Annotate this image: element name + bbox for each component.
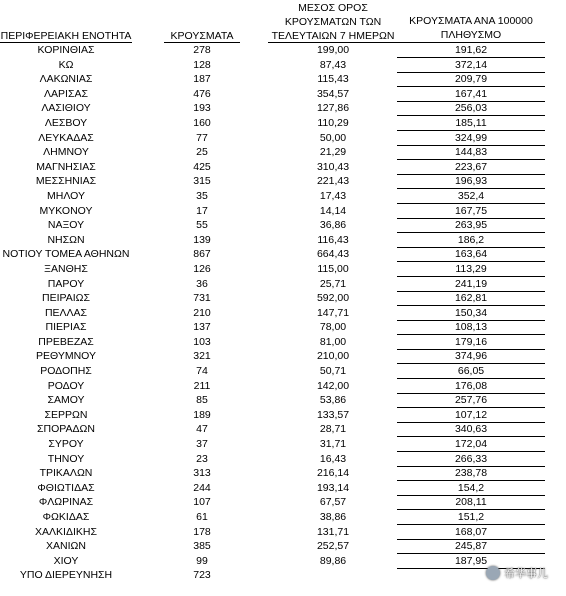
table-row xyxy=(0,539,566,554)
rate-per-100000-cell: 187,95 xyxy=(454,554,488,567)
table-row xyxy=(0,495,566,510)
region-name-cell: ΛΑΡΙΣΑΣ xyxy=(44,87,88,100)
rate-per-100000-cell: 324,99 xyxy=(454,131,488,144)
avg-7day-cell: 310,43 xyxy=(316,160,350,173)
rate-per-100000-cell: 245,87 xyxy=(454,540,488,553)
rate-per-100000-cell: 163,64 xyxy=(454,248,488,261)
rate-per-100000-cell: 66,05 xyxy=(457,365,485,378)
region-name-cell: ΝΗΣΩΝ xyxy=(47,233,85,246)
rate-per-100000-cell: 374,96 xyxy=(454,350,488,363)
region-name-cell: ΜΥΚΟΝΟΥ xyxy=(39,204,93,217)
rate-per-100000-cell: 151,2 xyxy=(457,511,485,523)
table-row xyxy=(0,233,566,248)
avg-7day-cell: 199,00 xyxy=(316,44,350,56)
rate-per-100000-cell: 113,29 xyxy=(455,262,487,275)
cases-cell: 61 xyxy=(196,511,208,523)
table-row xyxy=(0,525,566,540)
rate-per-100000-cell: 172,04 xyxy=(454,438,488,451)
header-avg-line3: ΤΕΛΕΥΤΑΙΩΝ 7 ΗΜΕΡΩΝ xyxy=(271,30,395,42)
avg-7day-cell: 127,86 xyxy=(316,102,350,115)
table-row xyxy=(0,87,566,102)
region-name-cell: ΛΕΥΚΑΔΑΣ xyxy=(38,131,94,144)
cases-cell: 160 xyxy=(193,116,211,129)
avg-7day-cell: 36,86 xyxy=(319,219,347,232)
cases-table-body xyxy=(0,43,566,583)
avg-7day-cell: 16,43 xyxy=(319,452,347,465)
avg-7day-cell: 664,43 xyxy=(316,248,350,261)
region-name-cell: ΚΟΡΙΝΘΙΑΣ xyxy=(37,44,95,56)
rate-per-100000-cell: 208,11 xyxy=(455,496,487,509)
region-name-cell: ΦΘΙΩΤΙΔΑΣ xyxy=(37,481,95,494)
avg-7day-cell: 110,29 xyxy=(317,116,349,129)
cases-cell: 137 xyxy=(193,321,211,334)
table-row xyxy=(0,247,566,262)
rate-per-100000-cell: 223,67 xyxy=(454,160,488,173)
cases-cell: 25 xyxy=(196,146,208,159)
region-name-cell: ΦΩΚΙΔΑΣ xyxy=(42,511,90,523)
avg-7day-cell: 115,00 xyxy=(317,262,349,275)
rate-per-100000-cell: 168,07 xyxy=(454,525,488,538)
cases-cell: 128 xyxy=(193,58,211,71)
cases-cell: 476 xyxy=(193,87,211,100)
avg-7day-cell: 17,43 xyxy=(319,189,347,202)
avg-7day-cell: 216,14 xyxy=(316,467,350,480)
rate-per-100000-cell: 186,2 xyxy=(457,233,485,246)
cases-cell: 107 xyxy=(193,496,211,509)
header-cases: ΚΡΟΥΣΜΑΤΑ xyxy=(170,30,234,42)
rate-per-100000-cell: 209,79 xyxy=(454,73,488,86)
region-name-cell: ΠΕΛΛΑΣ xyxy=(44,306,88,319)
table-row xyxy=(0,452,566,467)
avg-7day-cell: 78,00 xyxy=(319,321,347,334)
region-name-cell: ΚΩ xyxy=(58,58,74,71)
cases-cell: 867 xyxy=(193,248,211,261)
rate-per-100000-cell: 340,63 xyxy=(454,423,488,436)
header-region: ΠΕΡΙΦΕΡΕΙΑΚΗ ΕΝΟΤΗΤΑ xyxy=(0,30,132,42)
rate-per-100000-cell: 266,33 xyxy=(454,452,488,465)
table-row xyxy=(0,393,566,408)
table-row xyxy=(0,379,566,394)
header-cases-per-100000 xyxy=(397,14,545,42)
table-row xyxy=(0,204,566,219)
rate-per-100000-cell: 167,41 xyxy=(454,87,488,100)
table-row xyxy=(0,510,566,525)
avg-7day-cell: 89,86 xyxy=(319,554,347,567)
region-name-cell: ΛΑΚΩΝΙΑΣ xyxy=(39,73,93,86)
region-name-cell: ΠΡΕΒΕΖΑΣ xyxy=(38,335,94,348)
cases-cell: 74 xyxy=(196,365,208,378)
rate-per-100000-cell: 144,83 xyxy=(454,146,488,159)
table-row xyxy=(0,320,566,335)
cases-cell: 321 xyxy=(193,350,211,363)
region-name-cell: ΝΑΞΟΥ xyxy=(47,219,85,232)
rate-per-100000-cell: 150,34 xyxy=(454,306,488,319)
table-row xyxy=(0,189,566,204)
table-row xyxy=(0,116,566,131)
cases-cell: 211 xyxy=(193,379,211,392)
region-name-cell: ΜΗΛΟΥ xyxy=(47,189,85,202)
region-name-cell: ΠΑΡΟΥ xyxy=(47,277,85,290)
watermark xyxy=(486,564,548,582)
region-name-cell: ΜΕΣΣΗΝΙΑΣ xyxy=(35,175,97,188)
rate-per-100000-cell: 162,81 xyxy=(454,292,488,305)
region-name-cell: ΧΑΛΚΙΔΙΚΗΣ xyxy=(35,525,97,538)
region-name-cell: ΡΟΔΟΠΗΣ xyxy=(40,365,92,378)
header-7day-average xyxy=(268,1,398,43)
table-row xyxy=(0,554,566,569)
region-name-cell: ΤΗΝΟΥ xyxy=(47,452,85,465)
rate-per-100000-cell: 179,16 xyxy=(454,335,488,348)
rate-per-100000-cell: 352,4 xyxy=(457,189,485,202)
cases-cell: 47 xyxy=(196,423,208,436)
header-avg-line2: ΚΡΟΥΣΜΑΤΩΝ ΤΩΝ xyxy=(284,16,382,28)
avg-7day-cell: 53,86 xyxy=(319,394,347,407)
table-row xyxy=(0,437,566,452)
cases-cell: 139 xyxy=(193,233,211,246)
cases-cell: 723 xyxy=(193,569,211,582)
cases-cell: 210 xyxy=(193,306,211,319)
table-row xyxy=(0,160,566,175)
cases-cell: 731 xyxy=(193,292,211,305)
avg-7day-cell: 28,71 xyxy=(319,423,347,436)
table-row xyxy=(0,72,566,87)
header-rate-line1: ΚΡΟΥΣΜΑΤΑ ΑΝΑ 100000 xyxy=(409,15,533,27)
region-name-cell: ΞΑΝΘΗΣ xyxy=(44,262,88,275)
cases-cell: 23 xyxy=(196,452,208,465)
region-name-cell: ΤΡΙΚΑΛΩΝ xyxy=(39,467,93,480)
region-name-cell: ΛΑΣΙΘΙΟΥ xyxy=(41,102,91,115)
table-row xyxy=(0,131,566,146)
avg-7day-cell: 38,86 xyxy=(319,511,347,523)
avg-7day-cell: 50,00 xyxy=(319,131,347,144)
avg-7day-cell: 81,00 xyxy=(319,335,347,348)
table-row xyxy=(0,174,566,189)
region-name-cell: ΡΕΘΥΜΝΟΥ xyxy=(35,350,96,363)
avg-7day-cell: 31,71 xyxy=(319,438,347,451)
avg-7day-cell: 50,71 xyxy=(319,365,347,378)
rate-per-100000-cell: 176,08 xyxy=(454,379,488,392)
table-row xyxy=(0,58,566,73)
table-row xyxy=(0,408,566,423)
avg-7day-cell: 142,00 xyxy=(316,379,350,392)
region-name-cell: ΣΕΡΡΩΝ xyxy=(44,408,88,421)
table-row xyxy=(0,364,566,379)
avg-7day-cell: 592,00 xyxy=(316,292,350,305)
region-name-cell: ΧΑΝΙΩΝ xyxy=(46,540,86,553)
rate-per-100000-cell: 108,13 xyxy=(454,321,488,334)
cases-cell: 99 xyxy=(196,554,208,567)
rate-per-100000-cell: 241,19 xyxy=(454,277,488,290)
region-name-cell: ΦΛΩΡΙΝΑΣ xyxy=(38,496,94,509)
table-row xyxy=(0,218,566,233)
rate-per-100000-cell: 256,03 xyxy=(454,102,488,115)
cases-cell: 178 xyxy=(193,525,211,538)
avg-7day-cell: 147,71 xyxy=(316,306,350,319)
cases-cell: 189 xyxy=(193,408,211,421)
avg-7day-cell: 193,14 xyxy=(316,481,350,494)
rate-per-100000-cell: 107,12 xyxy=(454,408,488,421)
rate-per-100000-cell: 154,2 xyxy=(457,481,485,494)
header-rate-line2: ΠΛΗΘΥΣΜΟ xyxy=(440,29,502,41)
avg-7day-cell: 131,71 xyxy=(316,525,350,538)
header-avg-line1: ΜΕΣΟΣ ΟΡΟΣ xyxy=(298,2,368,14)
rate-per-100000-cell: 238,78 xyxy=(454,467,488,480)
table-row xyxy=(0,568,566,583)
region-name-cell: ΝΟΤΙΟΥ ΤΟΜΕΑ ΑΘΗΝΩΝ xyxy=(2,248,130,261)
table-row xyxy=(0,422,566,437)
cases-cell: 55 xyxy=(196,219,208,232)
avg-7day-cell: 115,43 xyxy=(317,73,349,86)
table-row xyxy=(0,277,566,292)
cases-cell: 17 xyxy=(196,204,208,217)
watermark-text: 希华事儿 xyxy=(504,568,548,580)
rate-per-100000-cell: 167,75 xyxy=(454,204,488,217)
rate-per-100000-cell: 263,95 xyxy=(454,219,488,232)
cases-cell: 244 xyxy=(193,481,211,494)
region-name-cell: ΣΠΟΡΑΔΩΝ xyxy=(37,423,95,436)
cases-cell: 385 xyxy=(193,540,211,553)
avg-7day-cell: 210,00 xyxy=(316,350,350,363)
cases-cell: 313 xyxy=(193,467,211,480)
region-name-cell: ΠΙΕΡΙΑΣ xyxy=(45,321,87,334)
table-row xyxy=(0,145,566,160)
cases-cell: 193 xyxy=(193,102,211,115)
cases-cell: 278 xyxy=(193,44,211,56)
cases-cell: 103 xyxy=(193,335,211,348)
region-name-cell: ΧΙΟΥ xyxy=(53,554,79,567)
rate-per-100000-cell: 191,62 xyxy=(454,44,488,56)
cases-cell: 126 xyxy=(193,262,211,275)
region-name-cell: ΜΑΓΝΗΣΙΑΣ xyxy=(36,160,96,173)
table-row xyxy=(0,43,566,58)
avg-7day-cell: 87,43 xyxy=(319,58,347,71)
avg-7day-cell: 221,43 xyxy=(316,175,350,188)
avg-7day-cell: 14,14 xyxy=(319,204,347,217)
cases-cell: 35 xyxy=(196,189,208,202)
avg-7day-cell: 133,57 xyxy=(316,408,350,421)
table-row xyxy=(0,262,566,277)
table-row xyxy=(0,291,566,306)
rate-per-100000-cell: 196,93 xyxy=(454,175,488,188)
avg-7day-cell: 354,57 xyxy=(316,87,350,100)
rate-per-100000-cell: 257,76 xyxy=(454,394,488,407)
table-row xyxy=(0,101,566,116)
region-name-cell: ΣΑΜΟΥ xyxy=(47,394,85,407)
avg-7day-cell: 252,57 xyxy=(316,540,350,553)
region-name-cell: ΣΥΡΟΥ xyxy=(48,438,84,451)
wechat-logo-icon xyxy=(486,566,500,580)
cases-cell: 187 xyxy=(193,73,211,86)
cases-cell: 425 xyxy=(193,160,211,173)
table-row xyxy=(0,306,566,321)
table-row xyxy=(0,349,566,364)
region-name-cell: ΛΕΣΒΟΥ xyxy=(44,116,88,129)
region-name-cell: ΡΟΔΟΥ xyxy=(47,379,85,392)
rate-per-100000-cell: 185,11 xyxy=(455,116,487,129)
cases-cell: 36 xyxy=(196,277,208,290)
cases-cell: 77 xyxy=(196,131,208,144)
table-row xyxy=(0,466,566,481)
cases-cell: 37 xyxy=(196,438,208,451)
avg-7day-cell: 25,71 xyxy=(319,277,347,290)
cases-cell: 315 xyxy=(193,175,211,188)
table-row xyxy=(0,335,566,350)
region-name-cell: ΛΗΜΝΟΥ xyxy=(43,146,89,159)
avg-7day-cell: 116,43 xyxy=(317,233,349,246)
avg-7day-cell: 21,29 xyxy=(319,146,347,159)
cases-cell: 85 xyxy=(196,394,208,407)
region-name-cell: ΠΕΙΡΑΙΩΣ xyxy=(42,292,90,305)
rate-per-100000-cell: 372,14 xyxy=(454,58,488,71)
avg-7day-cell: 67,57 xyxy=(319,496,347,509)
table-row xyxy=(0,481,566,496)
region-name-cell: ΥΠΟ ΔΙΕΡΕΥΝΗΣΗ xyxy=(19,569,113,582)
